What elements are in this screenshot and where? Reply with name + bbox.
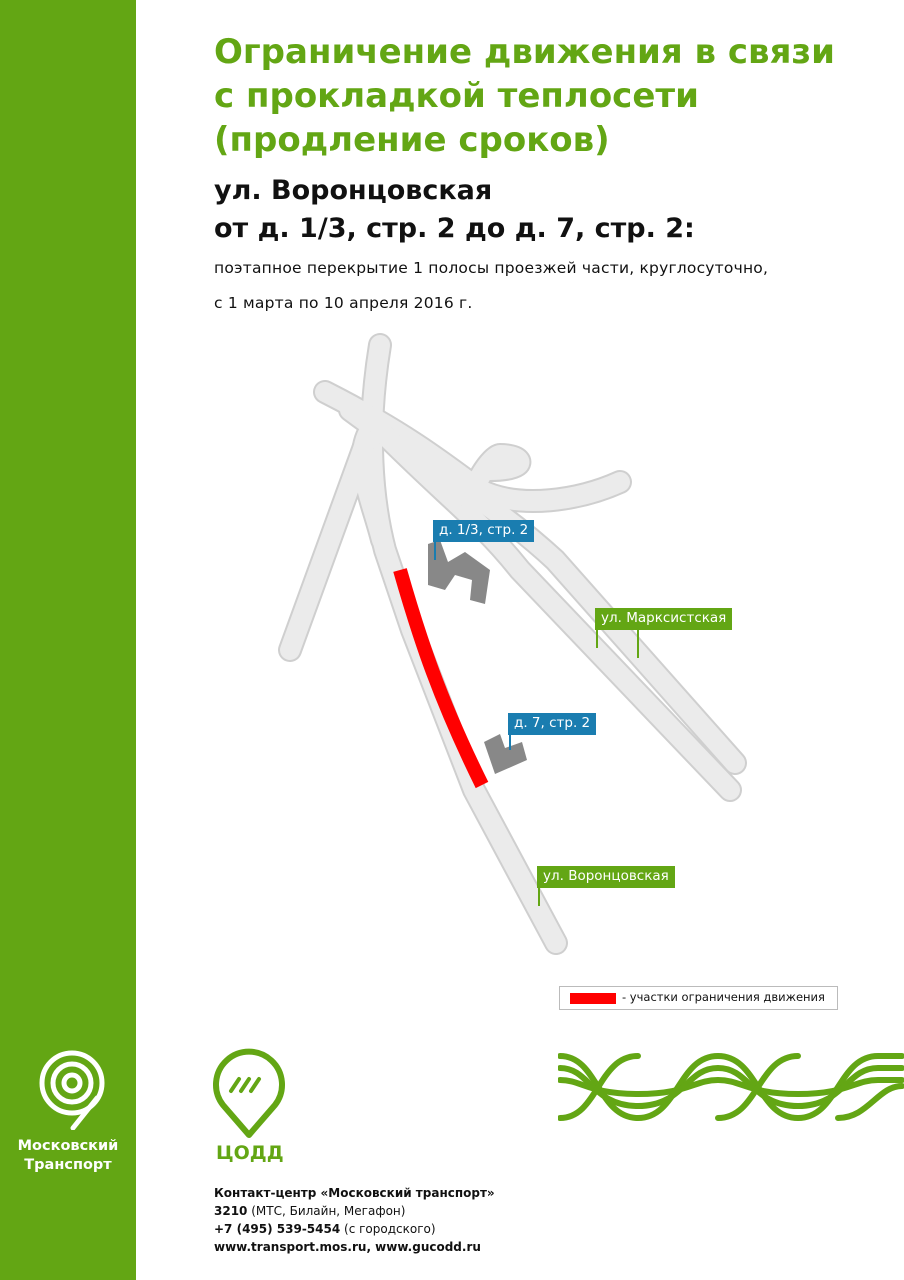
contact-websites[interactable]: www.transport.mos.ru, www.gucodd.ru xyxy=(214,1240,481,1254)
street-name: ул. Воронцовская xyxy=(214,175,493,206)
contact-phone xyxy=(214,1220,495,1238)
codd-logo-icon xyxy=(211,1047,287,1139)
restriction-dates: с 1 марта по 10 апреля 2016 г. xyxy=(214,294,473,312)
map-legend xyxy=(559,986,838,1010)
short-number[interactable]: 3210 xyxy=(214,1204,248,1218)
title-line-2: с прокладкой теплосети xyxy=(214,76,699,116)
building-1-3 xyxy=(428,540,490,604)
decorative-wave-pattern xyxy=(558,1046,904,1128)
street-section: от д. 1/3, стр. 2 до д. 7, стр. 2: xyxy=(214,213,695,244)
short-number-note: (МТС, Билайн, Мегафон) xyxy=(247,1204,406,1218)
title-line-3: (продление сроков) xyxy=(214,120,610,160)
moscow-transport-line-2: Транспорт xyxy=(24,1157,112,1173)
label-building-7: д. 7, стр. 2 xyxy=(508,713,596,735)
codd-label: ЦОДД xyxy=(216,1142,284,1164)
phone-note: (с городского) xyxy=(340,1222,436,1236)
moscow-transport-line-1: Московский xyxy=(17,1138,119,1154)
contact-center-title: Контакт-центр «Московский транспорт» xyxy=(214,1186,495,1200)
title-line-1: Ограничение движения в связи xyxy=(214,32,835,72)
legend-text: - участки ограничения движения xyxy=(622,990,825,1004)
legend-red-swatch xyxy=(570,993,616,1004)
label-building-1-3: д. 1/3, стр. 2 xyxy=(433,520,534,542)
restriction-segment xyxy=(400,570,482,785)
contact-short-number xyxy=(214,1202,495,1220)
label-street-vorontsovskaya: ул. Воронцовская xyxy=(537,866,675,888)
label-street-marksistskaya: ул. Марксистская xyxy=(595,608,732,630)
restriction-description: поэтапное перекрытие 1 полосы проезжей части, круглосуточно, xyxy=(214,259,769,277)
moscow-transport-logo-icon xyxy=(35,1048,109,1130)
building-7 xyxy=(484,734,527,774)
contact-info xyxy=(214,1184,495,1256)
moscow-transport-label xyxy=(0,1137,136,1175)
phone-number[interactable]: +7 (495) 539-5454 xyxy=(214,1222,341,1236)
